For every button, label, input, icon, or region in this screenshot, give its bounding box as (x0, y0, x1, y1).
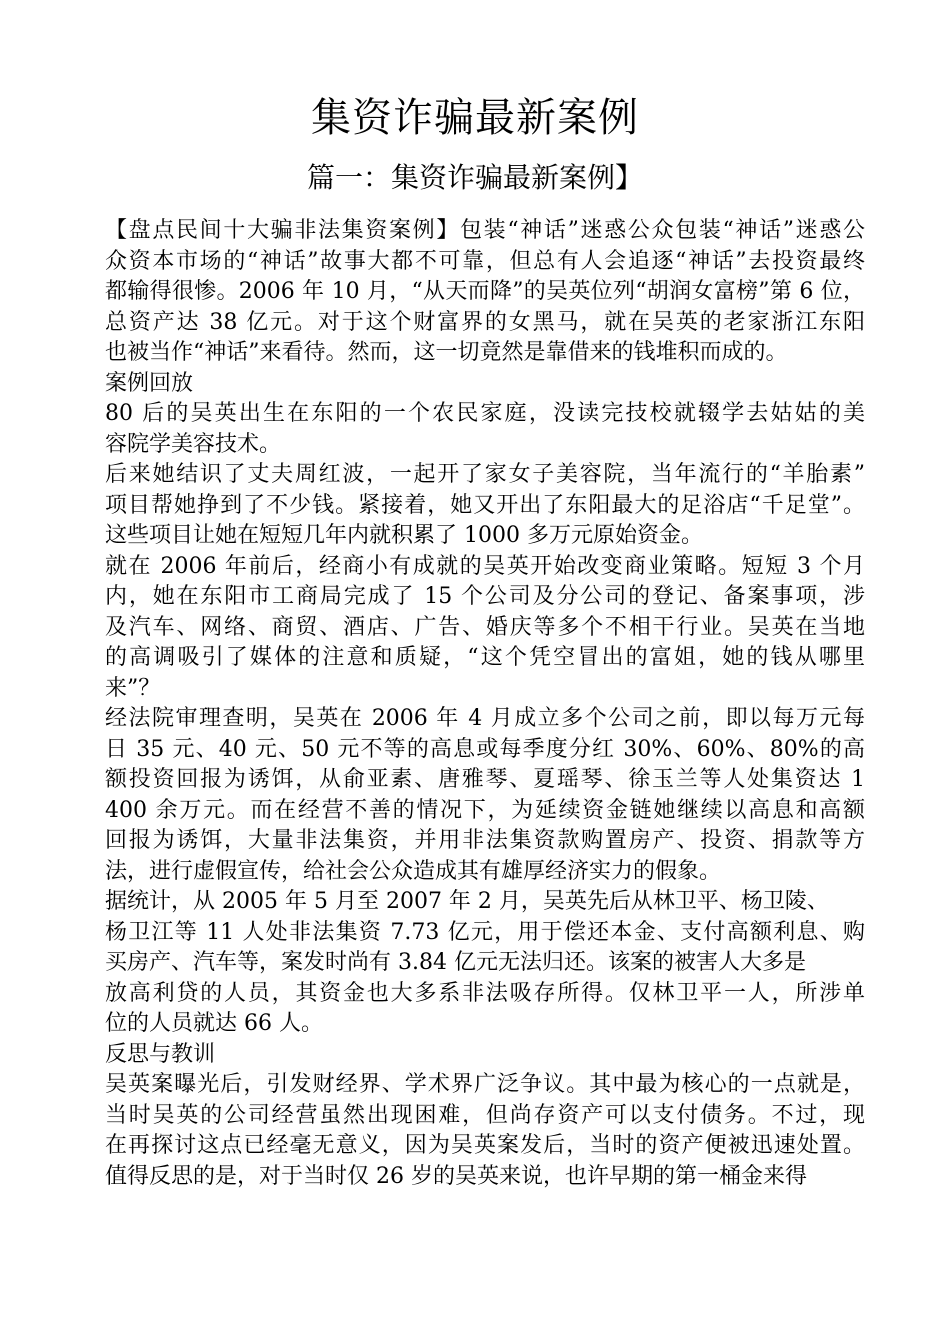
document-subtitle: 篇一：集资诈骗最新案例】 (306, 161, 643, 194)
body-line: 【盘点民间十大骗非法集资案例】包装“神话”迷惑公众包装“神话”迷惑公 (105, 218, 865, 243)
body-line: 来”？ (105, 675, 161, 701)
body-line: 放高利贷的人员，其资金也大多系非法吸存所得。仅林卫平一人，所涉单 (105, 980, 865, 1006)
document-title: 集资诈骗最新案例 (311, 95, 639, 141)
body-line: 位的人员就达 66 人。 (105, 1011, 323, 1036)
body-line: 400 余万元。而在经营不善的情况下，为延续资金链她继续以高息和高额 (105, 797, 865, 823)
body-line: 80 后的吴英出生在东阳的一个农民家庭，没读完技校就辍学去姑姑的美 (105, 401, 865, 426)
body-line: 也被当作“神话”来看待。然而，这一切竟然是靠借来的钱堆积而成的。 (105, 340, 788, 365)
body-line: 这些项目让她在短短几年内就积累了 1000 多万元原始资金。 (105, 523, 703, 548)
body-line: 总资产达 38 亿元。对于这个财富界的女黑马，就在吴英的老家浙江东阳 (105, 309, 865, 335)
body-line: 日 35 元、40 元、50 元不等的高息或每季度分红 30%、60%、80%的高 (105, 736, 865, 762)
body-line: 的高调吸引了媒体的注意和质疑，“这个凭空冒出的富姐，她的钱从哪里 (105, 645, 865, 670)
body-line: 众资本市场的“神话”故事大都不可靠，但总有人会追逐“神话”去投资最终 (105, 248, 865, 274)
body-line: 法，进行虚假宣传，给社会公众造成其有雄厚经济实力的假象。 (105, 858, 722, 884)
body-line: 后来她结识了丈夫周红波，一起开了家女子美容院，当年流行的“羊胎素” (105, 462, 865, 487)
body-line: 经法院审理查明，吴英在 2006 年 4 月成立多个公司之前，即以每万元每 (105, 706, 865, 731)
body-line: 吴英案曝光后，引发财经界、学术界广泛争议。其中最为核心的一点就是， (105, 1072, 865, 1097)
body-line: 杨卫江等 11 人处非法集资 7.73 亿元，用于偿还本金、支付高额利息、购 (105, 919, 865, 945)
body-line: 在再探讨这点已经毫无意义，因为吴英案发后，当时的资产便被迅速处置。 (105, 1133, 865, 1158)
body-line: 项目帮她挣到了不少钱。紧接着，她又开出了东阳最大的足浴店“千足堂”。 (105, 492, 865, 518)
body-line: 当时吴英的公司经营虽然出现困难，但尚存资产可以支付债务。不过，现 (105, 1102, 865, 1128)
body-line: 及汽车、网络、商贸、酒店、广告、婚庆等多个不相干行业。吴英在当地 (105, 614, 865, 640)
body-line: 据统计，从 2005 年 5 月至 2007 年 2 月，吴英先后从林卫平、杨卫陵、 (105, 889, 829, 914)
body-line: 值得反思的是，对于当时仅 26 岁的吴英来说，也许早期的第一桶金来得 (105, 1163, 807, 1189)
section-heading: 案例回放 (105, 370, 194, 396)
body-line: 额投资回报为诱饵，从俞亚素、唐雅琴、夏瑶琴、徐玉兰等人处集资达 1 (105, 767, 865, 792)
body-line: 买房产、汽车等，案发时尚有 3.84 亿元无法归还。该案的被害人大多是 (105, 950, 806, 975)
body-line: 容院学美容技术。 (105, 431, 282, 457)
body-line: 内，她在东阳市工商局完成了 15 个公司及分公司的登记、备案事项，涉 (105, 584, 865, 609)
body-line: 都输得很惨。2006 年 10 月，“从天而降”的吴英位列“胡润女富榜”第 6 位， (105, 279, 865, 304)
body-line: 就在 2006 年前后，经商小有成就的吴英开始改变商业策略。短短 3 个月 (105, 553, 865, 579)
section-heading: 反思与教训 (105, 1041, 216, 1067)
body-line: 回报为诱饵，大量非法集资，并用非法集资款购置房产、投资、捐款等方 (105, 828, 865, 853)
document-body (105, 216, 865, 1192)
